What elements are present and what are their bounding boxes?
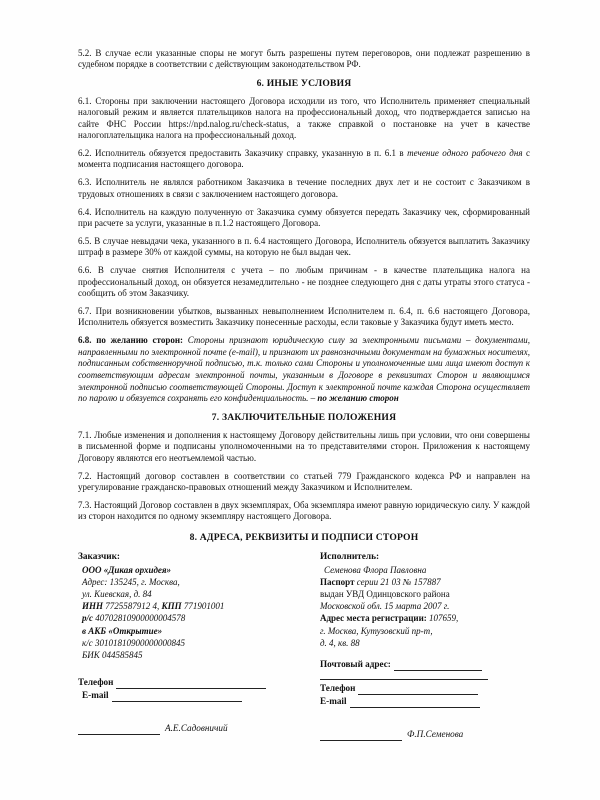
- customer-email-input-rule[interactable]: [112, 692, 242, 702]
- contractor-postal-input-rule-2[interactable]: [320, 672, 488, 680]
- contractor-postal-label: Почтовый адрес:: [320, 658, 391, 669]
- customer-corr-label: к/с: [82, 637, 93, 648]
- clause-6-5: 6.5. В случае невыдачи чека, указанного в п. 6.4 настоящего Договора, Исполнитель обязуется выплатить Заказчику штраф в размере 30% от каждой суммы, на которую не был выдан чек.: [78, 235, 530, 258]
- customer-phone-input-rule[interactable]: [116, 679, 266, 689]
- clause-6-2-part2: с момента подписания настоящего договора.: [78, 147, 530, 170]
- contractor-registration: [320, 612, 530, 624]
- section-heading-6: 6. ИНЫЕ УСЛОВИЯ: [256, 77, 352, 89]
- customer-spacer-2: [78, 702, 294, 722]
- contractor-passport: [320, 576, 530, 588]
- customer-account-value: 40702810900000004578: [95, 613, 186, 624]
- contractor-registration-value: 107659,: [429, 613, 459, 624]
- contractor-passport-label: Паспорт: [320, 577, 355, 588]
- customer-signature-line[interactable]: [78, 725, 160, 735]
- contractor-signature-row[interactable]: [320, 728, 530, 741]
- contractor-registration-line-3: д. 4, кв. 88: [320, 637, 360, 648]
- contractor-column: [304, 551, 530, 741]
- customer-org-name: ООО «Дикая орхидея»: [82, 565, 172, 576]
- clause-6-8-lead: 6.8. по желанию сторон:: [78, 335, 184, 346]
- contractor-phone-field[interactable]: [320, 682, 530, 695]
- contractor-phone-label: Телефон: [320, 682, 356, 693]
- clause-7-2: 7.2. Настоящий договор составлен в соответствии со статьей 779 Гражданского кодекса РФ и направлен на урегулирование гражданско-правовых отношений между Заказчиком и Исполнителем.: [78, 470, 530, 492]
- clause-6-7: 6.7. При возникновении убытков, вызванных невыполнением Исполнителем п. 6.4, п. 6.6 настоящего Договора, Исполнитель обязуется возместить Заказчику понесенные расходы, если таковые у Заказчика будут иметь место.: [78, 305, 530, 328]
- customer-signature-row[interactable]: [78, 722, 294, 735]
- contractor-spacer-1: [320, 649, 530, 658]
- customer-role-label: Заказчик:: [78, 551, 121, 562]
- customer-inn-label: ИНН: [82, 601, 104, 612]
- requisites-block: [78, 551, 530, 741]
- customer-signatory-name: А.Е.Садовничий: [165, 722, 228, 733]
- customer-bank: в АКБ «Открытие»: [82, 625, 163, 636]
- clause-6-1: 6.1. Стороны при заключении настоящего Договора исходили из того, что Исполнитель применяет специальный налоговый режим и является плательщиков налога на профессиональный доход, что подтверждается записью на сайте ФНС России https://npd.nalog.ru/check-status, а также справкой о постановке на учет в качестве налогоплательщика налога на профессиональный доход.: [78, 95, 530, 141]
- customer-kpp-value: 771901001: [183, 601, 225, 612]
- customer-account-label: р/с: [82, 613, 93, 624]
- contractor-email-label: E-mail: [320, 695, 347, 706]
- clause-6-6: 6.6. В случае снятия Исполнителя с учета – по любым причинам - в качестве плательщика налога на профессиональный доход, он обязуется незамедлительно - не позднее следующего дня с даты утраты этого статуса - сообщить об этом Заказчику.: [78, 265, 530, 298]
- customer-address-line-1: Адрес: 135245, г. Москва,: [82, 577, 180, 588]
- contractor-passport-value: серии 21 03 № 157887: [356, 577, 441, 588]
- contractor-full-name: Семенова Флора Павловна: [324, 565, 427, 576]
- clause-6-8-body: Стороны признают юридическую силу за электронными письмами – документами, направленными по электронной почте (e-mail), и признают их равнозначными документам на бумажных носителях, подписанным собственноручной подписью, т.к. только сами Стороны и уполномоченные ими лица имеют доступ к соответствующим адресам электронной почты, указанным в Договоре в реквизитах Сторон и являющимся электронной подписью соответствующей Стороны. Доступ к электронной почте каждая Сторона осуществляет по паролю и обязуется сохранять его конфиденциальность. –: [78, 335, 531, 404]
- customer-email-field[interactable]: [78, 689, 294, 702]
- clause-6-3: 6.3. Исполнитель не являлся работником Заказчика в течение последних двух лет и не состоит с Заказчиком в трудовых отношениях в связи с заключением настоящего договора.: [78, 177, 530, 199]
- contractor-email-field[interactable]: [320, 695, 530, 708]
- clause-7-3: 7.3. Настоящий Договор составлен в двух экземплярах, Оба экземпляра имеют равную юридическую силу. У каждой из сторон находится по одному экземпляру настоящего Договора.: [78, 499, 530, 522]
- clause-6-2-emphasis: течение одного рабочего дня: [407, 147, 523, 158]
- contractor-issued-line-2: Московской обл. 15 марта 2007 г.: [320, 601, 450, 612]
- clause-6-2-part1: 6.2. Исполнитель обязуется предоставить Заказчику справку, указанную в п. 6.1 в: [78, 147, 408, 158]
- customer-phone-label: Телефон: [78, 676, 114, 687]
- customer-corr-value: 30101810900000000845: [94, 637, 185, 648]
- customer-address-line-2: ул. Киевская, д. 84: [82, 589, 152, 600]
- contractor-email-input-rule[interactable]: [350, 698, 480, 708]
- clause-6-2: [78, 148, 530, 171]
- customer-kpp-label: КПП: [161, 601, 182, 612]
- clause-7-1: 7.1. Любые изменения и дополнения к настоящему Договору действительны лишь при условии, что они совершены в письменной форме и подписаны уполномоченными на то представителями сторон. Приложения к настоящему Договору являются его неотъемлемой частью.: [78, 429, 530, 463]
- clause-6-4: 6.4. Исполнитель на каждую полученную от Заказчика сумму обязуется передать Заказчику чек, сформированный при расчете за услуги, указанные в п.1.2 настоящего Договора.: [78, 206, 530, 228]
- contractor-role-label: Исполнитель:: [320, 551, 380, 562]
- section-heading-7: 7. ЗАКЛЮЧИТЕЛЬНЫЕ ПОЛОЖЕНИЯ: [211, 411, 397, 423]
- clause-6-8: [78, 335, 530, 405]
- contractor-spacer-2: [320, 708, 530, 728]
- contractor-postal-field[interactable]: [320, 658, 530, 671]
- contractor-phone-input-rule[interactable]: [358, 685, 478, 695]
- customer-inn-kpp: [78, 600, 294, 612]
- customer-email-label: E-mail: [82, 689, 109, 700]
- customer-bik: БИК 044585845: [82, 649, 143, 660]
- clause-6-8-tail: по желанию сторон: [317, 393, 399, 404]
- customer-spacer-1: [78, 661, 294, 676]
- contractor-registration-label: Адрес места регистрации:: [320, 613, 427, 624]
- contractor-signature-line[interactable]: [320, 731, 402, 741]
- customer-account: [78, 612, 294, 624]
- customer-inn-value: 7725587912 4,: [105, 601, 160, 612]
- document-body: [78, 48, 530, 741]
- contractor-issued-line-1: выдан УВД Одинцовского района: [320, 589, 450, 600]
- customer-column: [78, 551, 304, 741]
- customer-corr-account: [78, 637, 294, 649]
- customer-phone-field[interactable]: [78, 676, 294, 689]
- contractor-postal-input-rule[interactable]: [394, 661, 482, 671]
- clause-5-2: 5.2. В случае если указанные споры не могут быть разрешены путем переговоров, они подлежат разрешению в судебном порядке в соответствии с действующим законодательством РФ.: [78, 48, 530, 70]
- contractor-signatory-name: Ф.П.Семенова: [407, 728, 464, 739]
- contractor-registration-line-2: г. Москва, Кутузовский пр-т,: [320, 625, 433, 636]
- section-heading-8: 8. АДРЕСА, РЕКВИЗИТЫ И ПОДПИСИ СТОРОН: [189, 531, 419, 543]
